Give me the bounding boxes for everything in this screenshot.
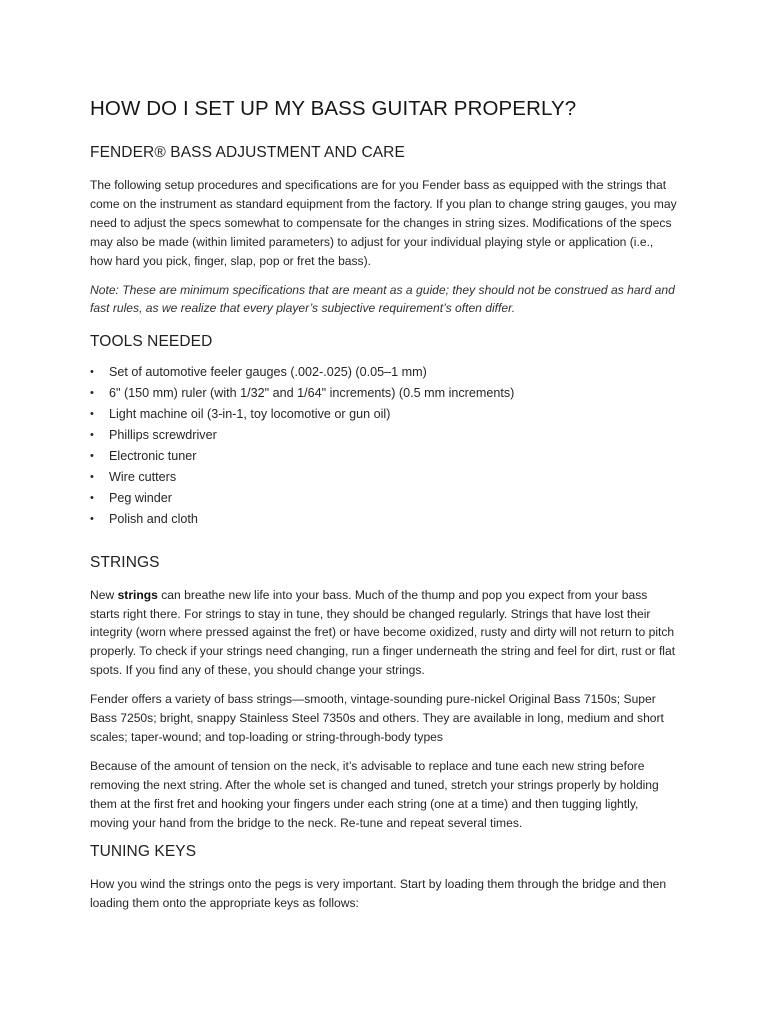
list-item: • Electronic tuner [90, 446, 678, 467]
list-item: • Wire cutters [90, 467, 678, 488]
bullet-icon: • [90, 491, 94, 504]
list-item: • Light machine oil (3-in-1, toy locomotive or gun oil) [90, 404, 678, 425]
bullet-icon: • [90, 449, 94, 462]
section-heading-adjustment: FENDER® BASS ADJUSTMENT AND CARE [90, 144, 405, 161]
list-item: • Set of automotive feeler gauges (.002-.025) (0.05–1 mm) [90, 362, 678, 383]
tuning-paragraph-1: How you wind the strings onto the pegs is very important. Start by loading them through the bridge and then loading them onto the appropriate keys as follows: [90, 877, 667, 911]
section-heading-strings: STRINGS [90, 553, 160, 571]
list-item: • Phillips screwdriver [90, 425, 678, 446]
list-item: • 6" (150 mm) ruler (with 1/32" and 1/64" increments) (0.5 mm increments) [90, 383, 678, 404]
bullet-icon: • [90, 408, 94, 421]
section-heading-tools: TOOLS NEEDED [90, 333, 213, 351]
strings-paragraph-3: Because of the amount of tension on the neck, it’s advisable to replace and tune each new string before removing the next string. After the whole set is changed and tuned, stretch your strings properly by holding them at the first fret and hooking your fingers under each string (one at a time) and then tugging lightly, moving your hand from the bridge to the neck. Re-tune and repeat several times. [90, 758, 659, 830]
bullet-icon: • [90, 512, 94, 525]
bullet-icon: • [90, 366, 94, 379]
strings-bold-term: strings [117, 587, 158, 602]
strings-paragraph-1: New strings can breathe new life into your bass. Much of the thump and pop you expect from your bass starts right there. For strings to stay in tune, they should be changed regularly. Strings that have lost their integrity (worn where pressed against the fret) or have become oxidized, rusty and dirty will not return to pitch properly. To check if your strings need changing, run a finger underneath the string and feel for dirt, rust or flat spots. If you find any of these, you should change your strings. [90, 587, 676, 678]
section-heading-tuning: TUNING KEYS [90, 843, 197, 861]
tools-list [90, 362, 678, 529]
bullet-icon: • [90, 470, 94, 483]
adjustment-note-paragraph: Note: These are minimum specifications that are meant as a guide; they should not be construed as hard and fast rules, as we realize that every player’s subjective requirement’s often differ. [90, 282, 675, 316]
bullet-icon: • [90, 429, 94, 442]
bullet-icon: • [90, 387, 94, 400]
adjustment-intro-paragraph: The following setup procedures and specifications are for you Fender bass as equipped with the strings that come on the instrument as standard equipment from the factory. If you plan to change string gauges, you may need to adjust the specs somewhat to compensate for the changes in string sizes. Modifications of the specs may also be made (within limited parameters) to adjust for your individual playing style or application (i.e., how hard you pick, finger, slap, pop or fret the bass). [90, 178, 677, 268]
page-title: HOW DO I SET UP MY BASS GUITAR PROPERLY? [90, 97, 577, 120]
strings-paragraph-2: Fender offers a variety of bass strings—smooth, vintage-sounding pure-nickel Original Bass 7150s; Super Bass 7250s; bright, snappy Stainless Steel 7350s and others. They are available in long, medium and short scales; taper-wound; and top-loading or string-through-body types [90, 692, 664, 744]
list-item: • Peg winder [90, 488, 678, 509]
list-item: • Polish and cloth [90, 509, 678, 530]
